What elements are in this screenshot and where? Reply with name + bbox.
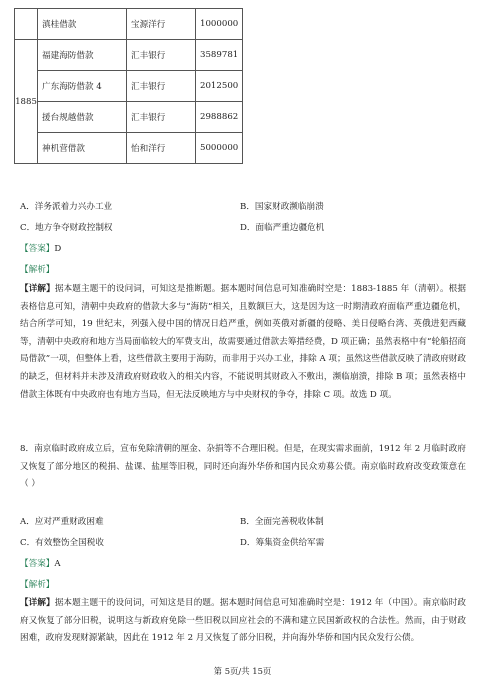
q7-analysis-label: 【解析】 bbox=[20, 265, 55, 275]
table-cell: 汇丰银行 bbox=[127, 102, 196, 133]
table-cell: 5000000 bbox=[196, 133, 243, 164]
table-cell: 2012500 bbox=[196, 71, 243, 102]
table-row bbox=[15, 71, 243, 102]
table-cell-empty bbox=[15, 9, 38, 40]
q8-answer bbox=[20, 557, 61, 569]
table-cell: 3589781 bbox=[196, 40, 243, 71]
page-footer: 第 5页/共 15页 bbox=[213, 666, 272, 676]
q7-answer bbox=[20, 242, 61, 254]
answer-label: 【答案】 bbox=[20, 559, 55, 569]
explain-label: 【详解】 bbox=[20, 284, 55, 294]
table-cell: 神机营借款 bbox=[38, 133, 127, 164]
table-row bbox=[15, 133, 243, 164]
q8-option-d: D．筹集资金供给军需 bbox=[240, 538, 325, 548]
q8-option-b: B．全面完善税收体制 bbox=[240, 517, 324, 527]
loan-table bbox=[14, 8, 243, 164]
q8-explanation bbox=[20, 595, 466, 648]
table-cell: 宝源洋行 bbox=[127, 9, 196, 40]
table-cell: 滇桂借款 bbox=[38, 9, 127, 40]
q7-explanation bbox=[20, 281, 466, 404]
q8-option-a: A．应对严重财政困难 bbox=[20, 517, 104, 527]
explain-text: 据本题主题干的设问词，可知这是推断题。据本题时间信息可知准确时空是：1883-1885 年（清朝）。根据表格信息可知，清朝中央政府的借款大多与“海防”相关，且数额巨大，这是因为这一时期清政府面临严重边疆危机，结合所学可知，19 世纪末，列强入侵中国的情况日趋严重，例如英俄对新疆的侵略、美日侵略台湾、英俄进犯西藏等，清朝中央政府和地方当局面临较大的军费支出，故需要通过借款去筹措经费，D 项正确；虽然表格中有“轮船招商局借款”一项，但整体上看，这些借款主要用于海防，而非用于兴办工业，排除 A 项；虽然这些借款反映了清政府财政的缺乏，但材料并未涉及清政府财政收入的相关内容，不能说明其财政入不敷出，濒临崩溃，排除 B 项；虽然表格中借款主体既有中央政府也有地方当局，但无法反映地方与中央财权的争夺，排除 C 项。故选 D 项。 bbox=[20, 284, 466, 400]
answer-value: D bbox=[54, 244, 62, 254]
table-cell: 援台规越借款 bbox=[38, 102, 127, 133]
explain-label: 【详解】 bbox=[20, 598, 55, 608]
q8-option-c: C．有效整饬全国税收 bbox=[20, 538, 104, 548]
q8-stem: 8．南京临时政府成立后，宣布免除清朝的厘金、杂捐等不合理旧税。但是，在现实需求面前，1912 年 2 月临时政府又恢复了部分地区的税捐、盐课、盐厘等旧税，同时还向海外华侨和国内民众劝募公债。南京临时政府改变政策意在（ ） bbox=[20, 444, 466, 490]
answer-label: 【答案】 bbox=[20, 244, 55, 254]
table-row bbox=[15, 40, 243, 71]
explain-text: 据本题主题干的设问词，可知这是目的题。据本题时间信息可知准确时空是：1912 年（中国）。南京临时政府又恢复了部分旧税，说明这与新政府免除一些旧税以回应社会的不满和建立民国新政权的合法性。然而，由于财政困难，政府发现财源紧缺，因此在 1912 年 2 月又恢复了部分旧税，并向海外华侨和国内民众发行公债。 bbox=[20, 598, 466, 644]
table-cell: 福建海防借款 bbox=[38, 40, 127, 71]
table-cell: 1000000 bbox=[196, 9, 243, 40]
q7-option-b: B．国家财政濒临崩溃 bbox=[240, 202, 324, 212]
table-cell: 汇丰银行 bbox=[127, 71, 196, 102]
q7-option-a: A．洋务派着力兴办工业 bbox=[20, 202, 113, 212]
q8-analysis-label: 【解析】 bbox=[20, 580, 55, 590]
table-cell: 怡和洋行 bbox=[127, 133, 196, 164]
q7-option-d: D．面临严重边疆危机 bbox=[240, 223, 325, 233]
q7-option-c: C．地方争夺财政控制权 bbox=[20, 223, 113, 233]
table-row bbox=[15, 102, 243, 133]
answer-value: A bbox=[54, 559, 61, 569]
table-cell: 汇丰银行 bbox=[127, 40, 196, 71]
table-cell: 2988862 bbox=[196, 102, 243, 133]
table-row bbox=[15, 9, 243, 40]
table-cell: 广东海防借款 4 bbox=[38, 71, 127, 102]
table-cell-year: 1885 bbox=[15, 40, 38, 164]
